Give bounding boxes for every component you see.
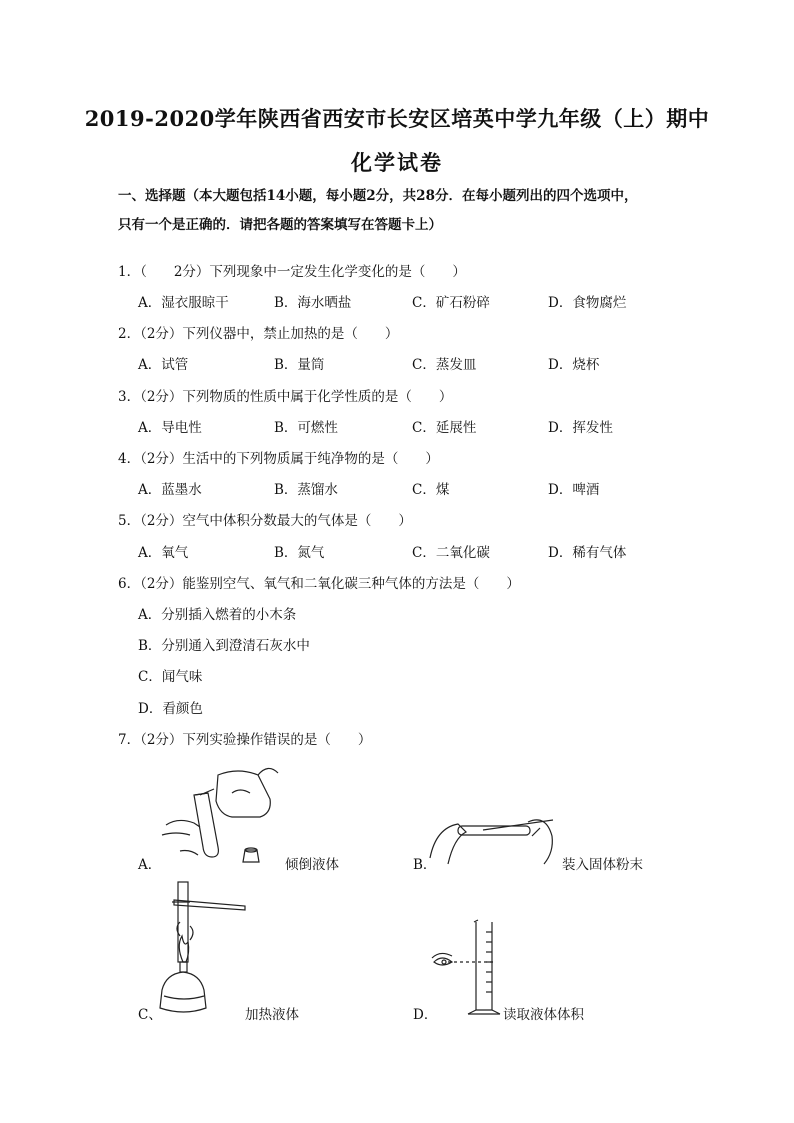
- heating-liquid-illustration: [150, 878, 250, 1020]
- question-2-option-b[interactable]: B．量筒: [274, 357, 325, 373]
- question-7-caption-c: 加热液体: [245, 1007, 299, 1023]
- question-4-stem: 4．（2分）生活中的下列物质属于纯净物的是（ ）: [118, 451, 439, 467]
- question-3-option-a[interactable]: A．导电性: [138, 420, 202, 436]
- question-2-stem: 2．（2分）下列仪器中，禁止加热的是（ ）: [118, 326, 399, 342]
- pouring-liquid-illustration: [160, 765, 290, 875]
- question-5-stem: 5．（2分）空气中体积分数最大的气体是（ ）: [118, 513, 412, 529]
- question-7-option-a[interactable]: A．: [138, 857, 162, 873]
- bottle-stopper-icon: [240, 846, 262, 866]
- question-6-option-a[interactable]: A．分别插入燃着的小木条: [138, 607, 297, 623]
- question-1-option-d[interactable]: D．食物腐烂: [548, 295, 627, 311]
- question-4-option-c[interactable]: C．煤: [412, 482, 450, 498]
- question-3-option-d[interactable]: D．挥发性: [548, 420, 613, 436]
- question-2-option-c[interactable]: C．蒸发皿: [412, 357, 477, 373]
- powder-loading-illustration: [428, 808, 563, 868]
- question-3-option-c[interactable]: C．延展性: [412, 420, 477, 436]
- question-6-stem: 6．（2分）能鉴别空气、氧气和二氧化碳三种气体的方法是（ ）: [118, 576, 520, 592]
- question-2-option-a[interactable]: A．试管: [138, 357, 189, 373]
- section-heading: [118, 182, 698, 240]
- question-1-option-b[interactable]: B．海水晒盐: [274, 295, 352, 311]
- question-5-option-a[interactable]: A．氧气: [138, 545, 189, 561]
- question-7-option-b[interactable]: B．: [413, 857, 437, 873]
- question-4-option-b[interactable]: B．蒸馏水: [274, 482, 338, 498]
- question-6-option-c[interactable]: C．闻气味: [138, 669, 203, 685]
- question-6-option-d[interactable]: D．看颜色: [138, 701, 203, 717]
- section-heading-line-2: 只有一个是正确的．请把各题的答案填写在答题卡上）: [118, 217, 442, 233]
- exam-subtitle: 化学试卷: [351, 150, 443, 175]
- question-7-stem: 7．（2分）下列实验操作错误的是（ ）: [118, 732, 372, 748]
- question-5-option-b[interactable]: B．氮气: [274, 545, 325, 561]
- question-7-option-c[interactable]: C、: [138, 1007, 162, 1023]
- question-7-caption-d: 读取液体体积: [503, 1007, 584, 1023]
- question-6-option-b[interactable]: B．分别通入到澄清石灰水中: [138, 638, 310, 654]
- question-5-option-d[interactable]: D．稀有气体: [548, 545, 627, 561]
- question-7-option-d[interactable]: D．: [413, 1007, 438, 1023]
- question-7-caption-a: 倾倒液体: [285, 857, 339, 873]
- question-5-option-c[interactable]: C．二氧化碳: [412, 545, 490, 561]
- question-2-option-d[interactable]: D．烧杯: [548, 357, 600, 373]
- question-4-option-d[interactable]: D．啤酒: [548, 482, 600, 498]
- question-3-stem: 3．（2分）下列物质的性质中属于化学性质的是（ ）: [118, 389, 453, 405]
- measuring-cylinder-illustration: [430, 918, 510, 1020]
- question-3-option-b[interactable]: B．可燃性: [274, 420, 338, 436]
- question-7-caption-b: 装入固体粉末: [562, 857, 643, 873]
- question-1-option-a[interactable]: A．湿衣服晾干: [138, 295, 229, 311]
- question-4-option-a[interactable]: A．蓝墨水: [138, 482, 202, 498]
- question-1-stem: 1．（ 2分）下列现象中一定发生化学变化的是（ ）: [118, 264, 466, 280]
- exam-title: 2019-2020学年陕西省西安市长安区培英中学九年级（上）期中: [84, 106, 710, 131]
- question-1-option-c[interactable]: C．矿石粉碎: [412, 295, 490, 311]
- section-heading-line-1: 一、选择题（本大题包括14小题，每小题2分，共28分．在每小题列出的四个选项中，: [118, 188, 638, 204]
